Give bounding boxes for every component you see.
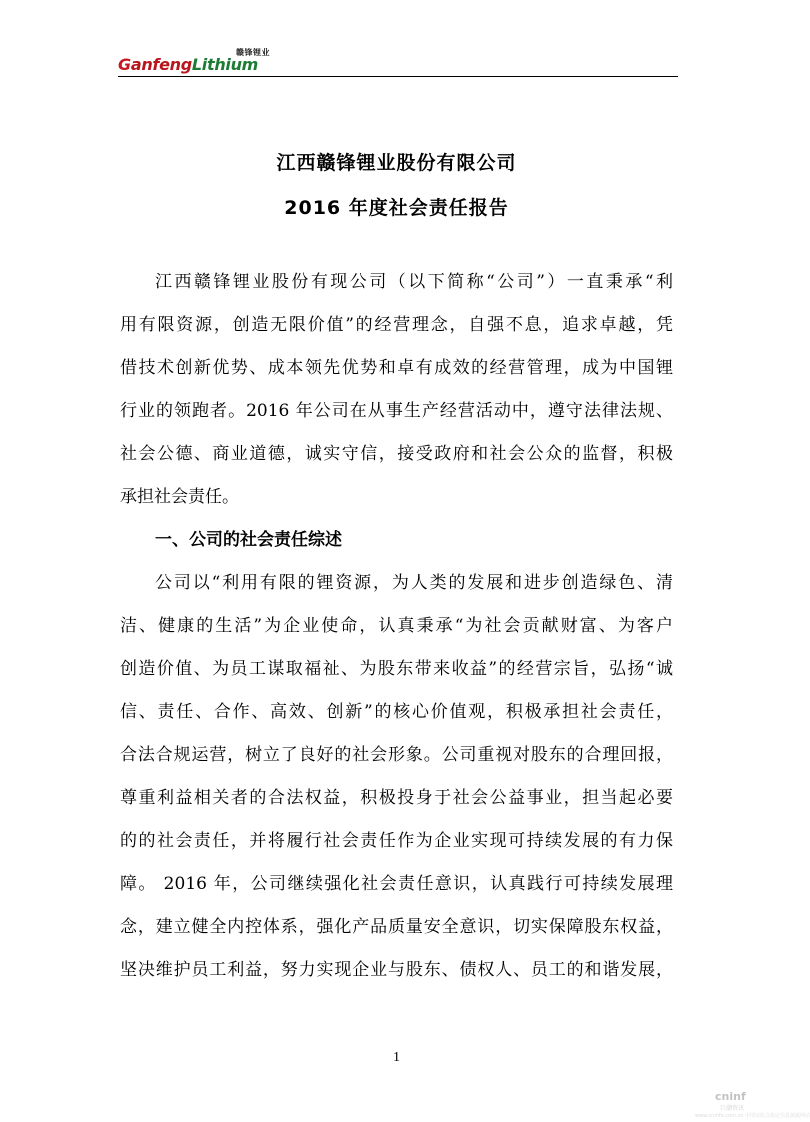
intro-line: 借技术创新优势、成本领先优势和卓有成效的经营管理，成为中国锂 — [120, 358, 673, 378]
section-heading: 一、公司的社会责任综述 — [155, 530, 342, 550]
company-title: 江西赣锋锂业股份有限公司 — [276, 152, 517, 174]
report-title: 2016 年度社会责任报告 — [284, 197, 509, 219]
page-number: 1 — [393, 1050, 400, 1065]
body-line: 的的社会责任，并将履行社会责任作为企业实现可持续发展的有力保 — [120, 831, 673, 851]
intro-line: 江西赣锋锂业股份有现公司（以下简称“公司”）一直秉承“利 — [155, 272, 673, 292]
body-line: 尊重利益相关者的合法权益，积极投身于社会公益事业，担当起必要 — [120, 788, 673, 808]
logo-letter-g: G — [118, 55, 131, 74]
logo-word-lithium: Lithium — [191, 55, 259, 74]
watermark-brand-cn: 巨潮资讯 — [720, 1105, 745, 1112]
body-line: 念，建立健全内控体系，强化产品质量安全意识，切实保障股东权益， — [120, 917, 673, 937]
body-line: 坚决维护员工利益，努力实现企业与股东、债权人、员工的和谐发展， — [120, 960, 673, 980]
body-line: 障。 2016 年，公司继续强化社会责任意识，认真践行可持续发展理 — [120, 874, 673, 894]
cninfo-watermark — [695, 1090, 810, 1120]
body-line: 信、责任、合作、高效、创新”的核心价值观，积极承担社会责任， — [120, 702, 673, 722]
watermark-url: www.cninfo.com.cn 中国证监会指定信息披露网站 — [695, 1113, 810, 1119]
page-header — [118, 40, 678, 77]
intro-line: 承担社会责任。 — [120, 487, 239, 507]
intro-line: 社会公德、商业道德，诚实守信，接受政府和社会公众的监督，积极 — [120, 444, 673, 464]
logo-wordmark — [118, 55, 258, 74]
watermark-brand: cninf — [715, 1090, 746, 1103]
logo-word-anfeng: anfeng — [130, 55, 192, 74]
intro-line: 行业的领跑者。2016 年公司在从事生产经营活动中，遵守法律法规、 — [120, 401, 673, 421]
logo-chinese-name: 赣锋锂业 — [236, 48, 270, 57]
body-line: 公司以“利用有限的锂资源，为人类的发展和进步创造绿色、清 — [155, 573, 673, 593]
ganfeng-lithium-logo — [118, 44, 278, 74]
body-line: 创造价值、为员工谋取福祉、为股东带来收益”的经营宗旨，弘扬“诚 — [120, 659, 673, 679]
body-line: 合法合规运营，树立了良好的社会形象。公司重视对股东的合理回报， — [120, 745, 673, 765]
body-line: 洁、健康的生活”为企业使命，认真秉承“为社会贡献财富、为客户 — [120, 616, 673, 636]
intro-line: 用有限资源，创造无限价值”的经营理念，自强不息，追求卓越，凭 — [120, 315, 673, 335]
